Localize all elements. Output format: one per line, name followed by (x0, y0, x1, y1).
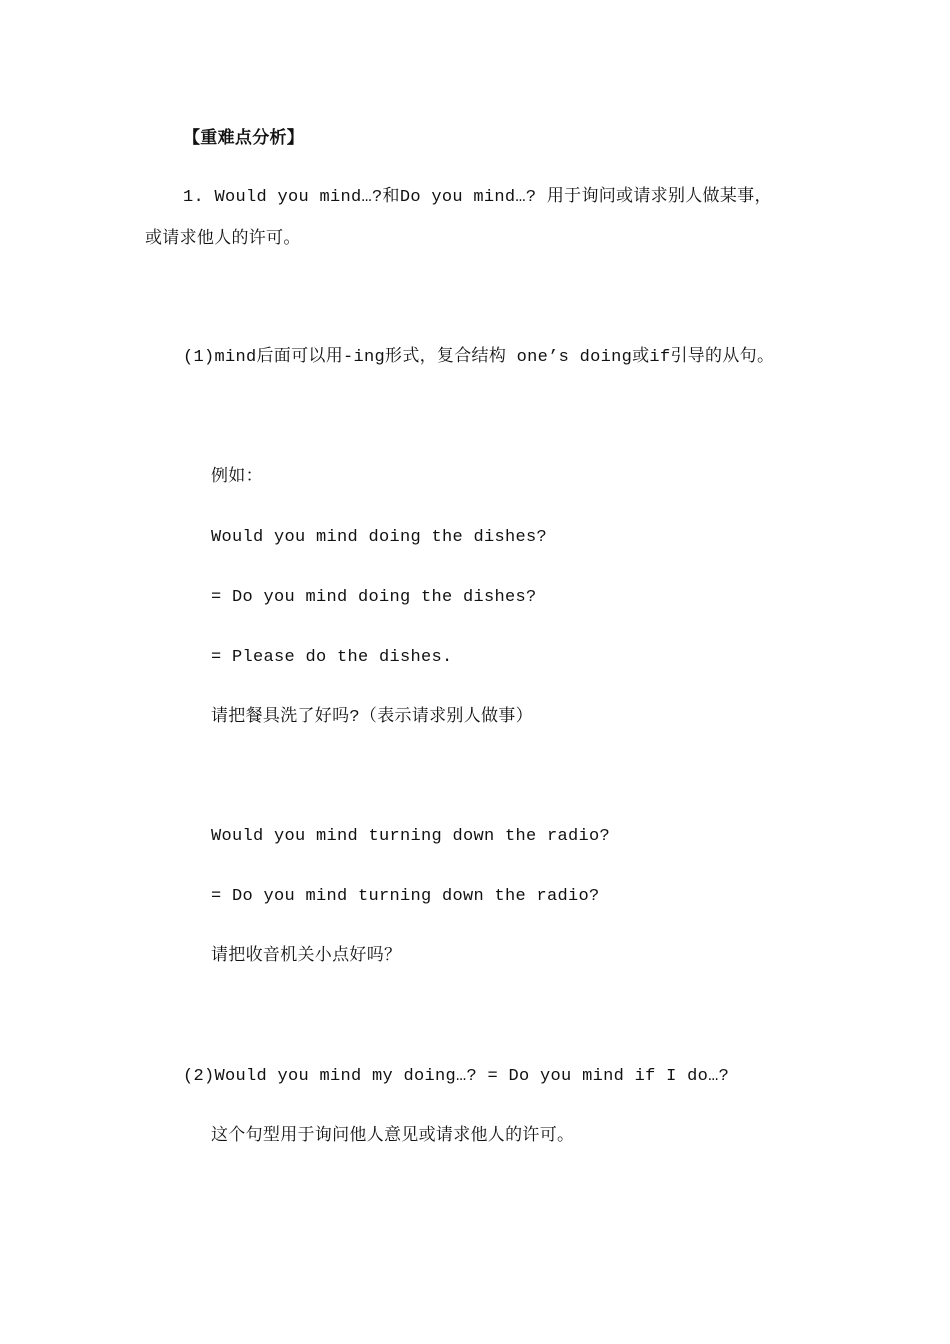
example-sentence: = Do you mind doing the dishes? (211, 588, 537, 607)
subpoint-1-text: (1)mind后面可以用-ing形式，复合结构 one’s doing或if引导的从句。 (183, 348, 775, 367)
example-sentence: = Please do the dishes. (211, 648, 453, 667)
example-label: 例如： (211, 468, 263, 487)
subpoint-2-note: 这个句型用于询问他人意见或请求他人的许可。 (211, 1127, 575, 1146)
example-sentence: Would you mind turning down the radio? (211, 827, 611, 846)
example-sentence: Would you mind doing the dishes? (211, 528, 548, 547)
point-1-line-1: 1. Would you mind…?和Do you mind…? 用于询问或请求别人做某事， (183, 188, 772, 207)
section-heading: 【重难点分析】 (183, 128, 305, 148)
example-translation: 请把收音机关小点好吗？ (211, 947, 402, 966)
subpoint-2-text: (2)Would you mind my doing…? = Do you mind if I do…? (183, 1067, 730, 1086)
example-sentence: = Do you mind turning down the radio? (211, 887, 600, 906)
example-translation: 请把餐具洗了好吗?（表示请求别人做事） (211, 708, 533, 727)
point-1-line-2: 或请求他人的许可。 (145, 230, 301, 249)
